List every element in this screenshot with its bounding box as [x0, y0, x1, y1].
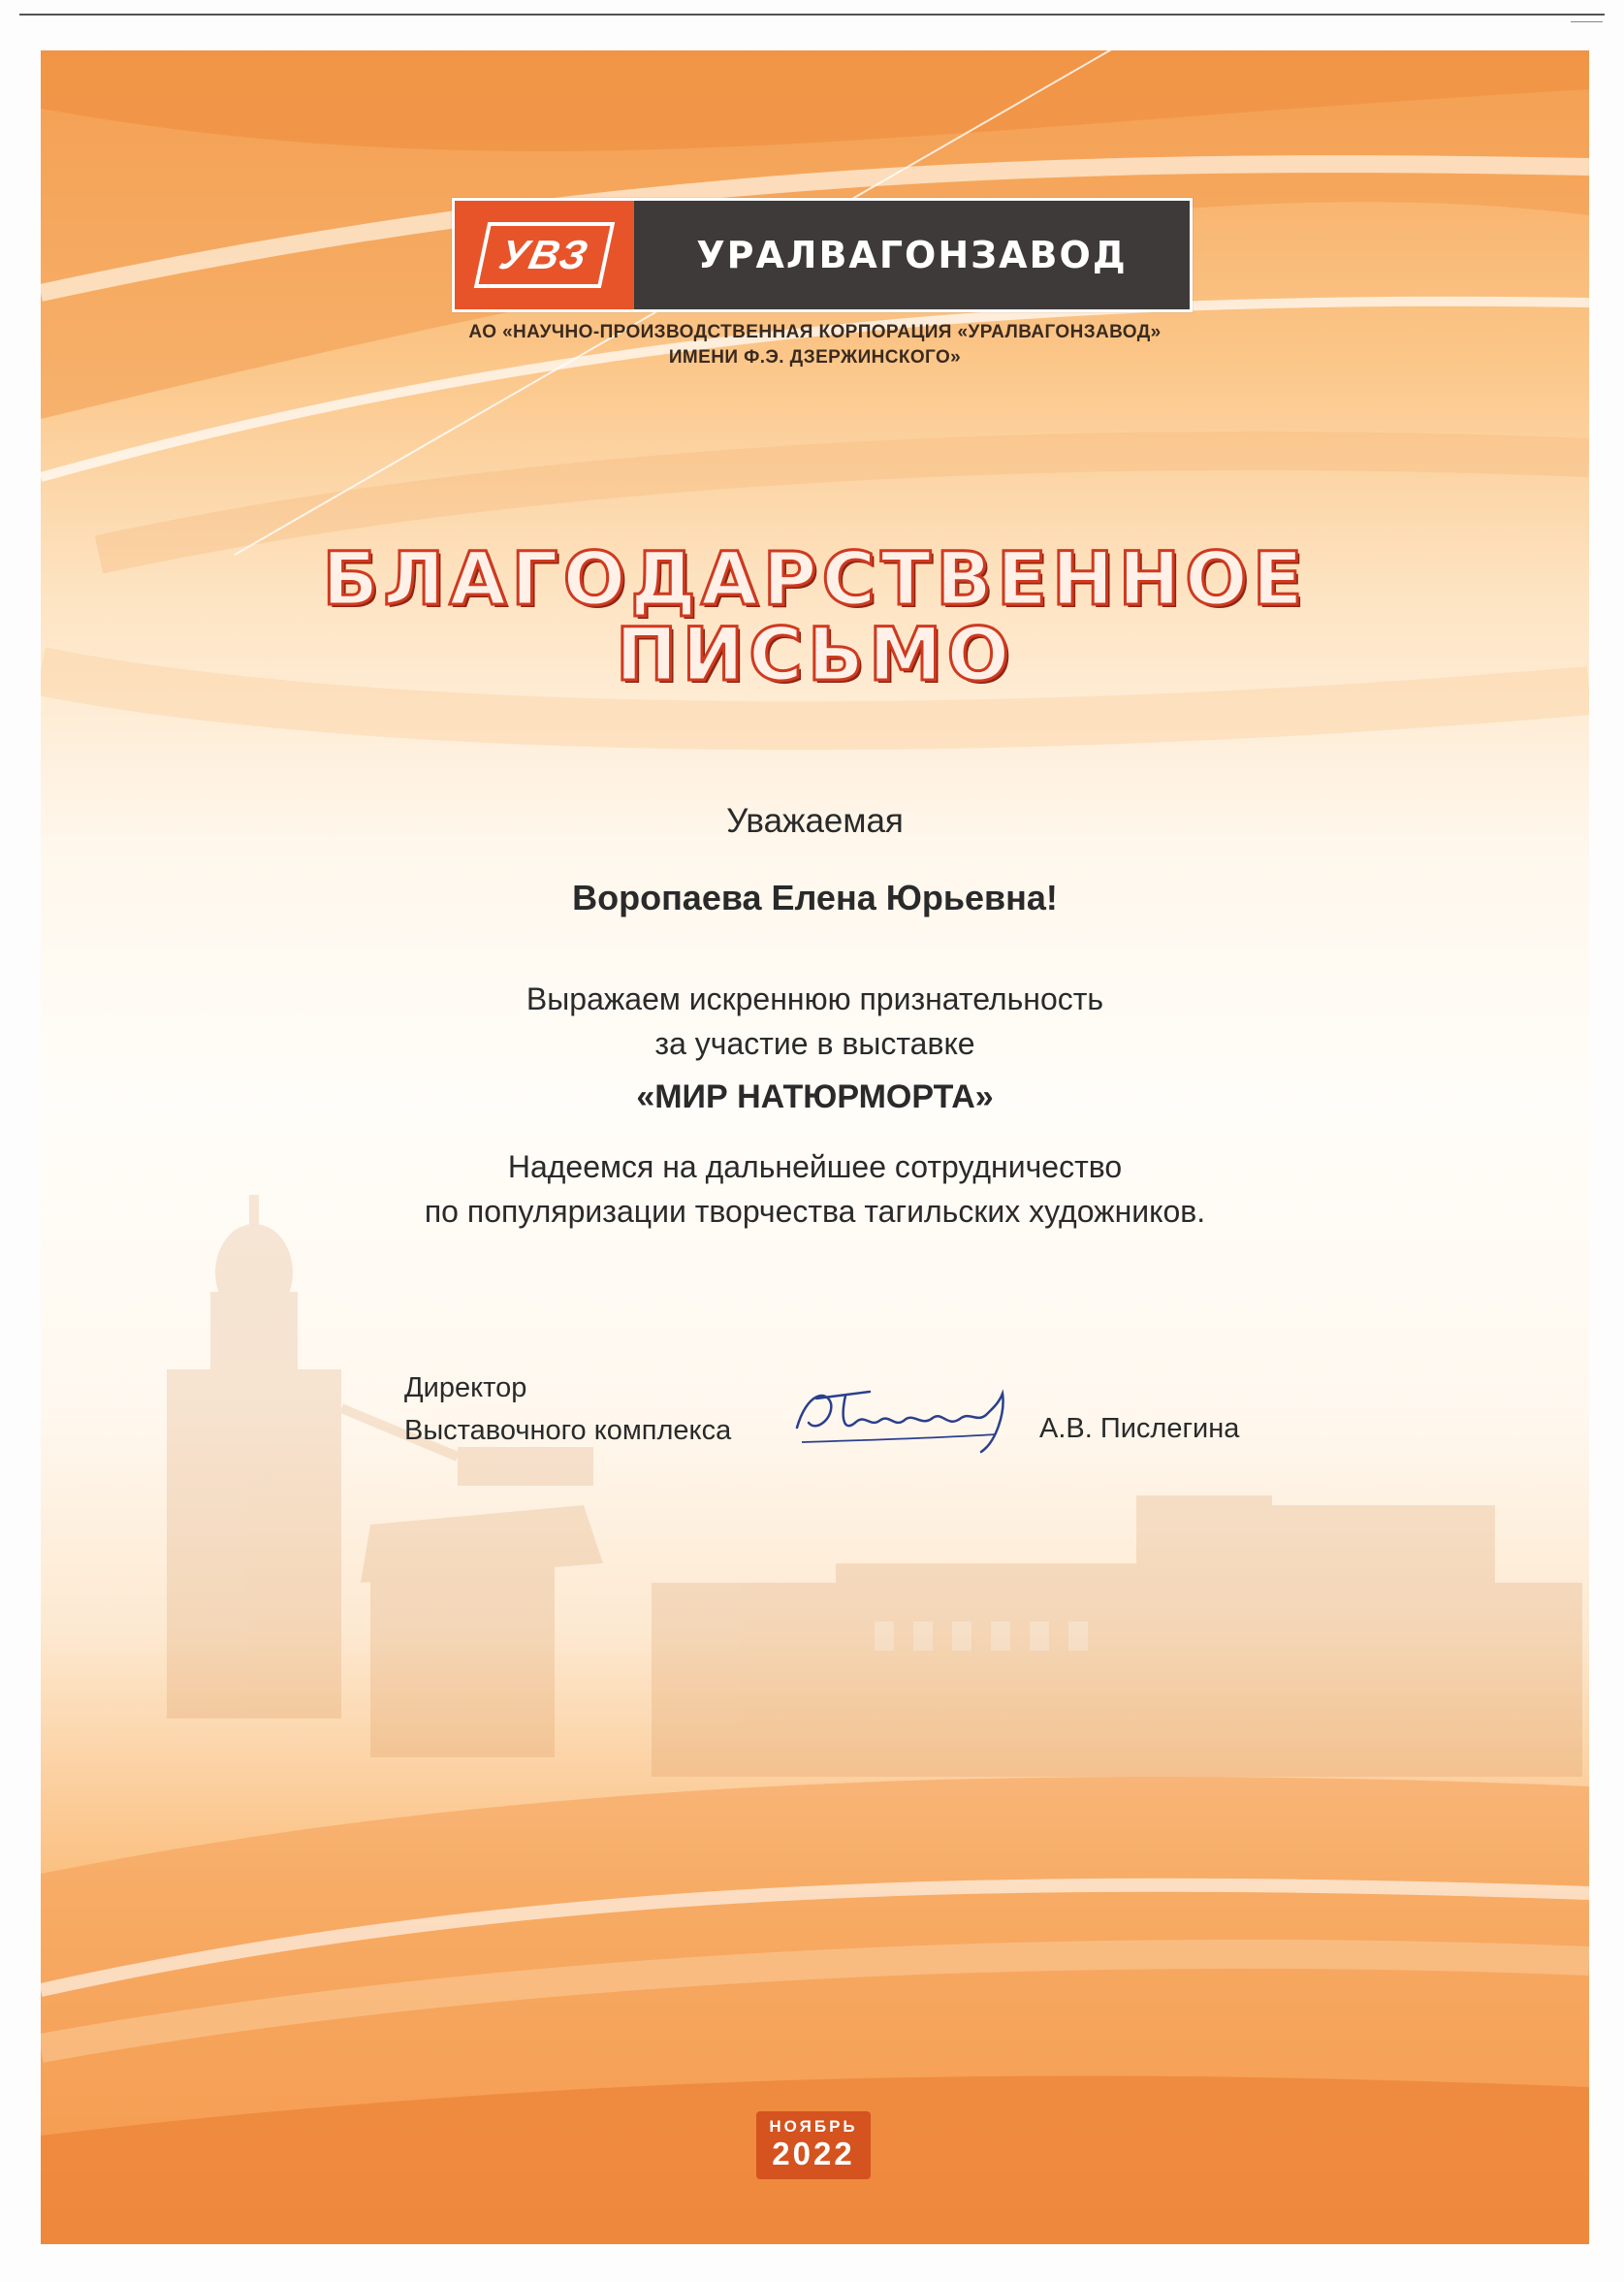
logo-company-name: УРАЛВАГОНЗАВОД: [634, 201, 1190, 309]
signer-role: [404, 1366, 731, 1452]
scan-border-line: [19, 14, 1605, 16]
hope-paragraph: [41, 1144, 1589, 1234]
signer-role-line-2: Выставочного комплекса: [404, 1415, 732, 1446]
company-logo: [452, 198, 1193, 312]
recipient-name: Воропаева Елена Юрьевна!: [572, 878, 1058, 917]
organization-name: [41, 320, 1589, 370]
date-month: НОЯБРЬ: [769, 2117, 858, 2136]
hope-line-1: Надеемся на дальнейшее сотрудничество: [507, 1149, 1123, 1184]
thanks-paragraph: [41, 977, 1589, 1066]
date-badge: [756, 2111, 871, 2179]
greeting: Уважаемая: [726, 802, 904, 840]
logo-mark-text: УВЗ: [474, 222, 615, 288]
exhibition-name: «МИР НАТЮРМОРТА»: [636, 1078, 994, 1115]
hope-line-2: по популяризации творчества тагильских художников.: [424, 1194, 1206, 1229]
thanks-line-1: Выражаем искреннюю признательность: [525, 981, 1104, 1016]
scan-border-line-short: [1571, 21, 1603, 22]
certificate-sheet: [41, 50, 1589, 2244]
signer-name: А.В. Пислегина: [1039, 1413, 1240, 1444]
thanks-line-2: за участие в выставке: [654, 1026, 975, 1061]
organization-line-1: АО «НАУЧНО-ПРОИЗВОДСТВЕННАЯ КОРПОРАЦИЯ «УРАЛВАГОНЗАВОД»: [468, 322, 1162, 342]
signer-role-line-1: Директор: [404, 1372, 527, 1403]
document-title-line-1: БЛАГОДАРСТВЕННОЕ: [322, 535, 1308, 622]
handwritten-signature: [787, 1374, 1039, 1462]
logo-mark-icon: [455, 201, 634, 309]
document-title-line-2: ПИСЬМО: [615, 611, 1015, 697]
date-year: 2022: [772, 2136, 855, 2171]
organization-line-2: ИМЕНИ Ф.Э. ДЗЕРЖИНСКОГО»: [668, 347, 962, 368]
